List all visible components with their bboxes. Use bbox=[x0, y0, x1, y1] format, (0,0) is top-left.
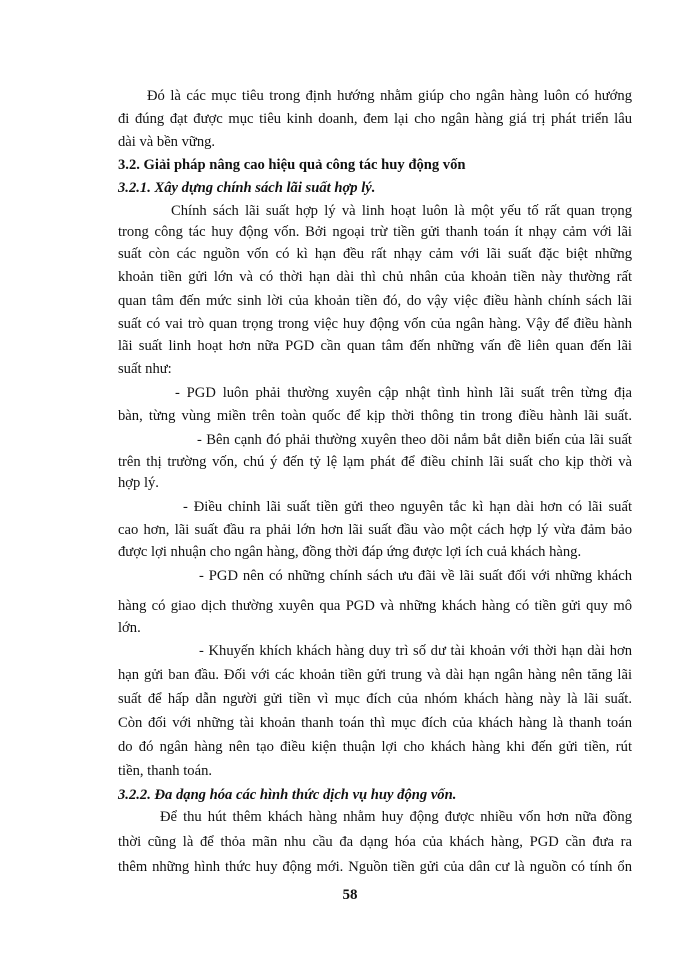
body-line: đi đúng đạt được mục tiêu kinh doanh, đem lại cho ngân hàng giá trị phát triển lâu bbox=[118, 111, 632, 127]
body-line: thêm những hình thức huy động mới. Nguồn tiền gửi của dân cư là nguồn có tính ổn bbox=[118, 859, 632, 875]
body-line: được lợi nhuận cho ngân hàng, đồng thời đáp ứng được lợi ích cuả khách hàng. bbox=[118, 544, 582, 560]
body-line: hàng có giao dịch thường xuyên qua PGD và những khách hàng có tiền gửi quy mô bbox=[118, 598, 632, 614]
body-line: Còn đối với những tài khoản thanh toán thì mục đích của khách hàng là thanh toán bbox=[118, 715, 632, 731]
body-line: suất còn các nguồn vốn có kì hạn đều rất nhạy cảm với lãi suất đặc biệt những bbox=[118, 246, 632, 262]
body-line: lớn. bbox=[118, 620, 141, 636]
subsection-heading: 3.2.2. Đa dạng hóa các hình thức dịch vụ huy động vốn. bbox=[118, 787, 457, 803]
bullet-line: - Bên cạnh đó phải thường xuyên theo dõi nắm bắt diễn biến của lãi suất bbox=[197, 432, 632, 448]
body-line: dài và bền vững. bbox=[118, 134, 216, 150]
body-line: Để thu hút thêm khách hàng nhằm huy động được nhiều vốn hơn nữa đồng bbox=[160, 809, 632, 825]
body-line: bàn, từng vùng miền trên toàn quốc để kịp thời thông tin trong điều hành lãi suất. bbox=[118, 408, 632, 424]
body-line: trên thị trường vốn, chú ý đến tỷ lệ lạm phát để điều chỉnh lãi suất cho kịp thời và bbox=[118, 454, 632, 470]
section-heading: 3.2. Giải pháp nâng cao hiệu quả công tác huy động vốn bbox=[118, 157, 466, 173]
body-line: hợp lý. bbox=[118, 475, 159, 491]
body-line: do đó ngân hàng nên tạo điều kiện thuận lợi cho khách hàng khi đến gửi tiền, rút bbox=[118, 739, 632, 755]
body-line: Chính sách lãi suất hợp lý và linh hoạt luôn là một yếu tố rất quan trọng bbox=[171, 203, 632, 219]
body-line: suất để hấp dẫn người gửi tiền vì mục đích của nhóm khách hàng này là lãi suất. bbox=[118, 691, 632, 707]
body-line: quan tâm đến mức sinh lời của khoản tiền đó, do vậy việc điều hành chính sách lãi bbox=[118, 293, 632, 309]
body-line: lãi suất linh hoạt hơn nữa PGD cần quan tâm đến những vấn đề liên quan đến lãi bbox=[118, 338, 632, 354]
subsection-heading: 3.2.1. Xây dựng chính sách lãi suất hợp lý. bbox=[118, 180, 376, 196]
bullet-line: - Điều chỉnh lãi suất tiền gửi theo nguyên tắc kì hạn dài hơn có lãi suất bbox=[183, 499, 632, 515]
page-number: 58 bbox=[342, 887, 358, 903]
bullet-line: - Khuyến khích khách hàng duy trì số dư tài khoản với thời hạn dài hơn bbox=[199, 643, 632, 659]
body-line: khoản tiền gửi lớn và có thời hạn dài thì chủ nhân của khoản tiền này thường rất bbox=[118, 269, 632, 285]
body-line: thời cũng là để thỏa mãn nhu cầu đa dạng hóa của khách hàng, PGD cần đưa ra bbox=[118, 834, 632, 850]
body-line: suất như: bbox=[118, 361, 172, 377]
body-line: suất có vai trò quan trọng trong việc huy động vốn của ngân hàng. Vậy để điều hành bbox=[118, 316, 632, 332]
bullet-line: - PGD nên có những chính sách ưu đãi về lãi suất đối với những khách bbox=[199, 568, 632, 584]
body-line: trong công tác huy động vốn. Bởi ngoại trừ tiền gửi thanh toán ít nhạy cảm với lãi bbox=[118, 224, 632, 240]
body-line: Đó là các mục tiêu trong định hướng nhằm giúp cho ngân hàng luôn có hướng bbox=[147, 88, 632, 104]
body-line: cao hơn, lãi suất đầu ra phải lớn hơn lãi suất đầu vào một cách hợp lý vừa đảm bảo bbox=[118, 522, 632, 538]
body-line: hạn gửi ban đầu. Đối với các khoản tiền gửi trung và dài hạn ngân hàng nên tăng lãi bbox=[118, 667, 632, 683]
body-line: tiền, thanh toán. bbox=[118, 763, 213, 779]
bullet-line: - PGD luôn phải thường xuyên cập nhật tình hình lãi suất trên từng địa bbox=[175, 385, 632, 401]
